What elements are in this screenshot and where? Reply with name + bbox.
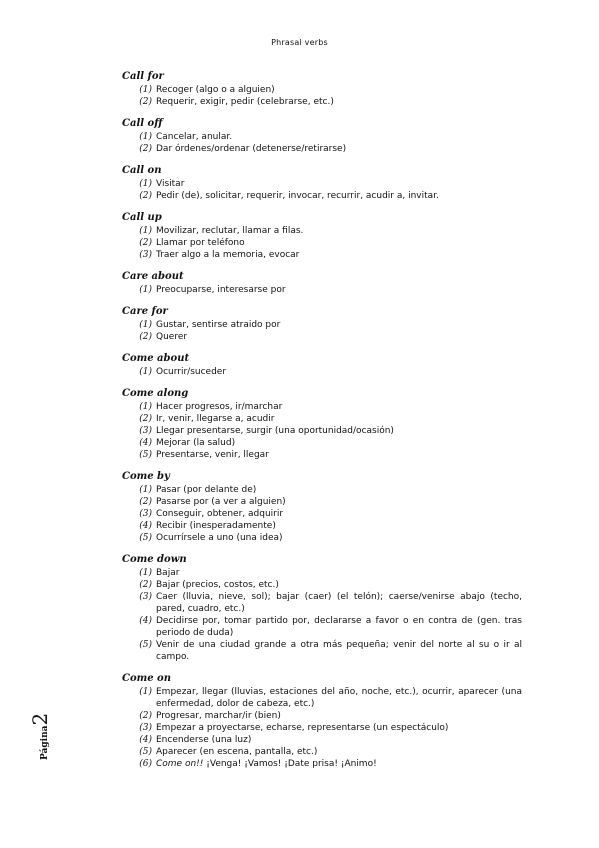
verb-heading: Care for xyxy=(122,306,168,317)
definition-text: Llamar por teléfono xyxy=(156,238,245,248)
verb-heading: Call off xyxy=(122,118,163,129)
definition-number: (1) xyxy=(139,320,152,330)
definition-number: (1) xyxy=(139,285,152,295)
definition-number: (1) xyxy=(139,179,152,189)
definition-row xyxy=(122,567,522,579)
definition-number: (3) xyxy=(139,426,152,436)
definition-row xyxy=(122,331,522,343)
page-header: Phrasal verbs xyxy=(271,38,328,47)
verb-entry xyxy=(122,212,522,261)
definition-text: Pasarse por (a ver a alguien) xyxy=(156,497,286,507)
definition-text: Cancelar, anular. xyxy=(156,132,233,142)
verb-heading: Come about xyxy=(122,353,190,364)
definition-number: (2) xyxy=(139,144,152,154)
definition-text: Traer algo a la memoria, evocar xyxy=(156,250,300,260)
definition-row xyxy=(122,591,522,615)
definition-row xyxy=(122,96,522,108)
definition-number: (5) xyxy=(139,450,152,460)
definition-number: (5) xyxy=(139,747,152,757)
verb-entry xyxy=(122,673,522,770)
definition-number: (1) xyxy=(139,132,152,142)
definition-text: Empezar a proyectarse, echarse, representarse (un espectáculo) xyxy=(156,723,449,733)
verb-entry xyxy=(122,471,522,544)
definition-text: Dar órdenes/ordenar (detenerse/retirarse) xyxy=(156,144,347,154)
definition-row xyxy=(122,639,522,663)
definition-row xyxy=(122,249,522,261)
verb-heading: Call up xyxy=(122,212,162,223)
definition-text: Hacer progresos, ir/marchar xyxy=(156,402,283,412)
definition-row xyxy=(122,178,522,190)
definition-number: (2) xyxy=(139,97,152,107)
definition-text-rest: ¡Venga! ¡Vamos! ¡Date prisa! ¡Animo! xyxy=(203,759,377,769)
definition-text: Progresar, marchar/ir (bien) xyxy=(156,711,281,721)
definition-row xyxy=(122,131,522,143)
definition-number: (1) xyxy=(139,226,152,236)
definition-text: Ocurrir/suceder xyxy=(156,367,227,377)
definition-row xyxy=(122,508,522,520)
definition-row xyxy=(122,686,522,710)
definition-number: (4) xyxy=(139,616,152,626)
definition-number: (3) xyxy=(139,250,152,260)
phrasal-verb-list xyxy=(122,71,522,780)
definition-number: (1) xyxy=(139,687,152,697)
definition-row xyxy=(122,425,522,437)
definition-number: (3) xyxy=(139,723,152,733)
definition-row xyxy=(122,284,522,296)
definition-row xyxy=(122,615,522,639)
definition-number: (2) xyxy=(139,191,152,201)
definition-text: Visitar xyxy=(156,179,185,189)
definition-row xyxy=(122,532,522,544)
definition-row xyxy=(122,520,522,532)
definition-row xyxy=(122,710,522,722)
definition-number: (2) xyxy=(139,580,152,590)
definition-text: Pedir (de), solicitar, requerir, invocar, recurrir, acudir a, invitar. xyxy=(156,191,439,201)
verb-heading: Call for xyxy=(122,71,164,82)
definition-text: Caer (lluvia, nieve, sol); bajar (caer) (el telón); caerse/venirse abajo (techo, pared, cuadro, etc.) xyxy=(156,592,522,614)
definition-number: (1) xyxy=(139,367,152,377)
definition-row xyxy=(122,722,522,734)
definition-number: (2) xyxy=(139,332,152,342)
definition-number: (5) xyxy=(139,533,152,543)
definition-text: Bajar (precios, costos, etc.) xyxy=(156,580,279,590)
page-number-label xyxy=(28,713,52,760)
verb-entry xyxy=(122,306,522,343)
definition-text: Bajar xyxy=(156,568,180,578)
verb-heading: Come by xyxy=(122,471,170,482)
definition-text: Decidirse por, tomar partido por, declararse a favor o en contra de (gen. tras periodo de duda) xyxy=(156,616,522,638)
definition-number: (2) xyxy=(139,497,152,507)
definition-text: Encenderse (una luz) xyxy=(156,735,252,745)
definition-text: Recoger (algo o a alguien) xyxy=(156,85,275,95)
definition-text: Mejorar (la salud) xyxy=(156,438,236,448)
definition-italic-phrase: Come on!! xyxy=(156,759,204,769)
verb-entry xyxy=(122,271,522,296)
definition-text: Presentarse, venir, llegar xyxy=(156,450,269,460)
verb-heading: Come along xyxy=(122,388,189,399)
definition-text: Pasar (por delante de) xyxy=(156,485,257,495)
definition-number: (6) xyxy=(139,759,152,769)
definition-text: Ocurrírsele a uno (una idea) xyxy=(156,533,283,543)
definition-text: Recibir (inesperadamente) xyxy=(156,521,276,531)
definition-row xyxy=(122,746,522,758)
definition-number: (1) xyxy=(139,485,152,495)
definition-text: Conseguir, obtener, adquirir xyxy=(156,509,284,519)
definition-text: Ir, venir, llegarse a, acudir xyxy=(156,414,275,424)
verb-heading: Call on xyxy=(122,165,162,176)
verb-entry xyxy=(122,388,522,461)
definition-row xyxy=(122,366,522,378)
definition-number: (5) xyxy=(139,640,152,650)
definition-text: Preocuparse, interesarse por xyxy=(156,285,286,295)
definition-number: (4) xyxy=(139,438,152,448)
definition-text: Llegar presentarse, surgir (una oportunidad/ocasión) xyxy=(156,426,394,436)
definition-row xyxy=(122,84,522,96)
verb-entry xyxy=(122,118,522,155)
definition-number: (2) xyxy=(139,414,152,424)
definition-number: (3) xyxy=(139,509,152,519)
definition-row xyxy=(122,190,522,202)
definition-number: (1) xyxy=(139,568,152,578)
verb-entry xyxy=(122,71,522,108)
definition-text: Querer xyxy=(156,332,188,342)
definition-row xyxy=(122,484,522,496)
definition-text xyxy=(156,758,522,770)
definition-row xyxy=(122,437,522,449)
definition-number: (2) xyxy=(139,238,152,248)
definition-text: Gustar, sentirse atraido por xyxy=(156,320,281,330)
definition-number: (2) xyxy=(139,711,152,721)
definition-row xyxy=(122,143,522,155)
definition-number: (1) xyxy=(139,402,152,412)
definition-text: Venir de una ciudad grande a otra más pequeña; venir del norte al su o ir al campo. xyxy=(156,640,522,662)
definition-number: (3) xyxy=(139,592,152,602)
page-word: Página xyxy=(40,725,50,760)
definition-number: (4) xyxy=(139,735,152,745)
definition-row xyxy=(122,449,522,461)
definition-row xyxy=(122,225,522,237)
verb-entry xyxy=(122,353,522,378)
definition-row xyxy=(122,734,522,746)
definition-row xyxy=(122,496,522,508)
verb-heading: Care about xyxy=(122,271,184,282)
definition-row xyxy=(122,413,522,425)
definition-row xyxy=(122,579,522,591)
page-number: 2 xyxy=(28,712,52,726)
definition-number: (4) xyxy=(139,521,152,531)
verb-heading: Come down xyxy=(122,554,187,565)
definition-row xyxy=(122,401,522,413)
definition-row xyxy=(122,319,522,331)
definition-row xyxy=(122,237,522,249)
definition-row xyxy=(122,758,522,770)
verb-entry xyxy=(122,165,522,202)
definition-text: Empezar, llegar (lluvias, estaciones del año, noche, etc.), ocurrir, aparecer (una enfermedad, dolor de cabeza, etc.) xyxy=(156,687,522,709)
definition-text: Aparecer (en escena, pantalla, etc.) xyxy=(156,747,318,757)
definition-text: Requerir, exigir, pedir (celebrarse, etc.) xyxy=(156,97,334,107)
definition-text: Movilizar, reclutar, llamar a filas. xyxy=(156,226,304,236)
definition-number: (1) xyxy=(139,85,152,95)
verb-entry xyxy=(122,554,522,663)
verb-heading: Come on xyxy=(122,673,171,684)
